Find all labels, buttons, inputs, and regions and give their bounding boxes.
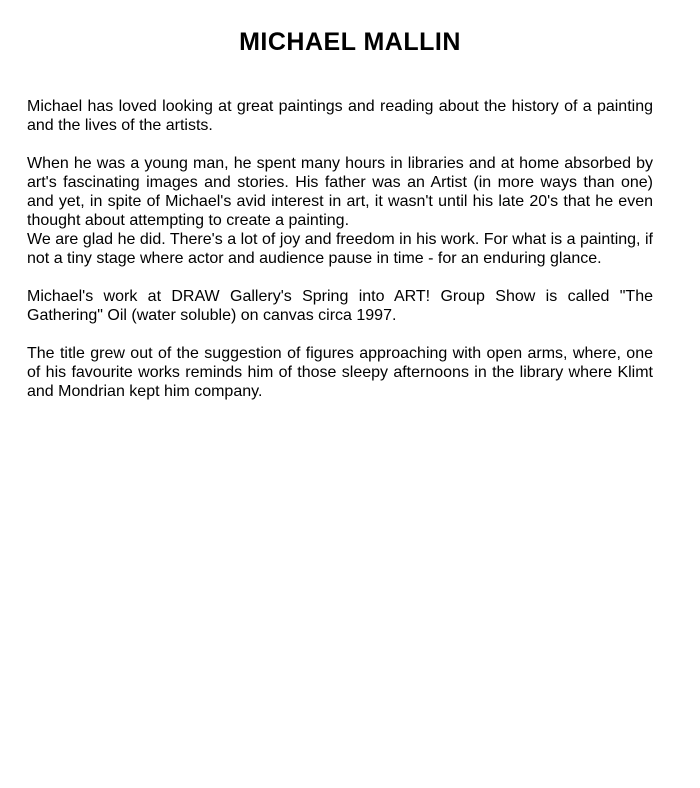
- page-title: MICHAEL MALLIN: [239, 28, 461, 56]
- paragraph-spacer: [27, 325, 653, 344]
- paragraph-exhibition: Michael's work at DRAW Gallery's Spring into ART! Group Show is called "The Gathering" Oil (water soluble) on canvas circa 1997.: [27, 288, 653, 324]
- paragraph-spacer: [27, 135, 653, 154]
- paragraph-work-joy: We are glad he did. There's a lot of joy and freedom in his work. For what is a painting, if not a tiny stage where actor and audience pause in time - for an enduring glance.: [27, 231, 653, 267]
- paragraph-spacer: [27, 268, 653, 287]
- paragraph-intro: Michael has loved looking at great paintings and reading about the history of a painting and the lives of the artists.: [27, 98, 653, 134]
- paragraph-early-life: When he was a young man, he spent many hours in libraries and at home absorbed by art's fascinating images and stories. His father was an Artist (in more ways than one) and yet, in spite of Michael's avid interest in art, it wasn't until his late 20's that he even thought about attempting to create a painting.: [27, 155, 653, 229]
- paragraph-title-origin: The title grew out of the suggestion of figures approaching with open arms, where, one of his favourite works reminds him of those sleepy afternoons in the library where Klimt and Mondrian kept him company.: [27, 345, 653, 400]
- document-body: [27, 97, 653, 401]
